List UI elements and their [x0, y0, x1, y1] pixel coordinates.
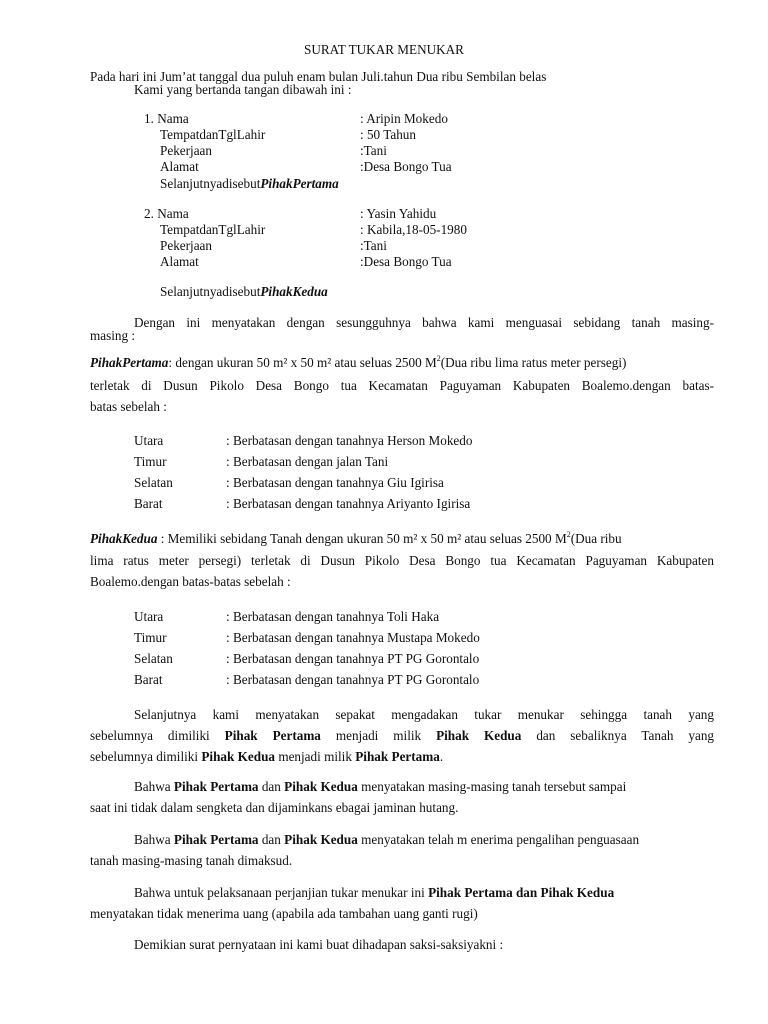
party-2-birth-value: : Kabila,18-05-1980 [360, 222, 467, 237]
land-1-label: PihakPertama [90, 355, 169, 370]
land-2-label: PihakKedua [90, 531, 158, 546]
intro-line: Kami yang bertanda tangan dibawah ini : [134, 82, 352, 97]
party-2-address-value: :Desa Bongo Tua [360, 254, 452, 269]
text-run: . [439, 749, 444, 764]
border-direction: Barat [134, 496, 163, 511]
border-description: : Berbatasan dengan tanahnya PT PG Gorontalo [226, 651, 480, 666]
land-2-size-words: (Dua ribu [570, 531, 622, 546]
border-description: : Berbatasan dengan tanahnya PT PG Gorontalo [226, 672, 480, 687]
closing-line: Demikian surat pernyataan ini kami buat dihadapan saksi-saksiyakni : [134, 937, 504, 952]
money-line [134, 885, 614, 901]
document-title: SURAT TUKAR MENUKAR [304, 42, 464, 57]
border-direction: Utara [134, 433, 164, 448]
party-1-birth-label: TempatdanTglLahir [160, 127, 266, 142]
text-run: dan [258, 832, 285, 847]
text-run: menyatakan telah m enerima pengalihan penguasaan [357, 832, 640, 847]
party-1-name-label: 1. Nama [144, 111, 189, 126]
party-ref: Pihak Pertama dan Pihak Kedua [428, 885, 615, 900]
party-1-job-value: :Tani [360, 143, 387, 158]
superscript: 2 [436, 354, 441, 363]
text-run: menjadi milik [275, 749, 356, 764]
text-run: Bahwa [134, 779, 174, 794]
alias-name: PihakKedua [260, 284, 328, 299]
exchange-line: Selanjutnya kami menyatakan sepakat mengadakan tukar menukar sehingga tanah yang [134, 707, 714, 722]
transfer-line [134, 832, 639, 848]
party-2-name-label: 2. Nama [144, 206, 189, 221]
party-2-address-label: Alamat [160, 254, 199, 269]
text-run: menyatakan masing-masing tanah tersebut sampai [357, 779, 627, 794]
party-1-address-value: :Desa Bongo Tua [360, 159, 452, 174]
text-run: Bahwa [134, 832, 174, 847]
exchange-line [90, 749, 443, 765]
alias-prefix: Selanjutnyadisebut [160, 176, 261, 191]
border-description: : Berbatasan dengan tanahnya Mustapa Mokedo [226, 630, 480, 645]
money-line: menyatakan tidak menerima uang (apabila ada tambahan uang ganti rugi) [90, 906, 478, 921]
border-direction: Timur [134, 454, 167, 469]
alias-name: PihakPertama [260, 176, 339, 191]
alias-prefix: Selanjutnyadisebut [160, 284, 261, 299]
intro-line: Pada hari ini Jum’at tanggal dua puluh enam bulan Juli.tahun Dua ribu Sembilan belas [90, 69, 547, 84]
border-direction: Selatan [134, 475, 173, 490]
party-ref: Pihak Pertama [173, 779, 259, 794]
party-2-name-value: : Yasin Yahidu [360, 206, 437, 221]
land-1-line: batas sebelah : [90, 399, 167, 414]
statement-line: masing : [90, 328, 136, 343]
land-2-line: Boalemo.dengan batas-batas sebelah : [90, 574, 291, 589]
party-2-job-label: Pekerjaan [160, 238, 212, 253]
border-description: : Berbatasan dengan jalan Tani [226, 454, 389, 469]
party-1-address-label: Alamat [160, 159, 199, 174]
transfer-line: tanah masing-masing tanah dimaksud. [90, 853, 293, 868]
exchange-line [90, 728, 714, 744]
party-1-name-value: : Aripin Mokedo [360, 111, 448, 126]
party-ref: Pihak Pertama [355, 749, 440, 764]
text-run: sebelumnya dimiliki [90, 728, 225, 743]
border-direction: Selatan [134, 651, 173, 666]
land-2-size: : Memiliki sebidang Tanah dengan ukuran 50 m² x 50 m² atau seluas 2500 M [157, 531, 567, 546]
border-direction: Utara [134, 609, 164, 624]
land-1-size: : dengan ukuran 50 m² x 50 m² atau seluas 2500 M [168, 355, 437, 370]
party-1-job-label: Pekerjaan [160, 143, 212, 158]
party-1-birth-value: : 50 Tahun [360, 127, 416, 142]
party-ref: Pihak Pertama [173, 832, 259, 847]
text-run: menjadi milik [320, 728, 437, 743]
land-1-size-words: (Dua ribu lima ratus meter persegi) [440, 355, 627, 370]
land-2-line [90, 531, 622, 547]
land-1-line [90, 355, 626, 371]
border-description: : Berbatasan dengan tanahnya Ariyanto Igirisa [226, 496, 471, 511]
land-2-line: lima ratus meter persegi) terletak di Dusun Pikolo Desa Bongo tua Kecamatan Paguyaman Kabupaten [90, 553, 714, 568]
party-2-birth-label: TempatdanTglLahir [160, 222, 266, 237]
land-1-line: terletak di Dusun Pikolo Desa Bongo tua Kecamatan Paguyaman Kabupaten Boalemo.dengan batas- [90, 378, 714, 393]
party-2-job-value: :Tani [360, 238, 387, 253]
party-2-alias-line [160, 284, 328, 300]
party-ref: Pihak Kedua [436, 728, 522, 743]
text-run: dan sebaliknya Tanah yang [521, 728, 715, 743]
border-direction: Barat [134, 672, 163, 687]
party-ref: Pihak Kedua [201, 749, 276, 764]
party-1-alias-line [160, 176, 339, 192]
party-ref: Pihak Kedua [284, 832, 358, 847]
statement-line: Dengan ini menyatakan dengan sesungguhnya bahwa kami menguasai sebidang tanah masing- [134, 315, 714, 330]
party-ref: Pihak Pertama [224, 728, 321, 743]
border-description: : Berbatasan dengan tanahnya Giu Igirisa [226, 475, 444, 490]
border-description: : Berbatasan dengan tanahnya Herson Mokedo [226, 433, 473, 448]
superscript: 2 [566, 530, 571, 539]
border-direction: Timur [134, 630, 167, 645]
dispute-line [134, 779, 626, 795]
text-run: sebelumnya dimiliki [90, 749, 202, 764]
text-run: Bahwa untuk pelaksanaan perjanjian tukar menukar ini [134, 885, 429, 900]
text-run: dan [258, 779, 285, 794]
party-ref: Pihak Kedua [284, 779, 358, 794]
border-description: : Berbatasan dengan tanahnya Toli Haka [226, 609, 440, 624]
dispute-line: saat ini tidak dalam sengketa dan dijaminkans ebagai jaminan hutang. [90, 800, 459, 815]
